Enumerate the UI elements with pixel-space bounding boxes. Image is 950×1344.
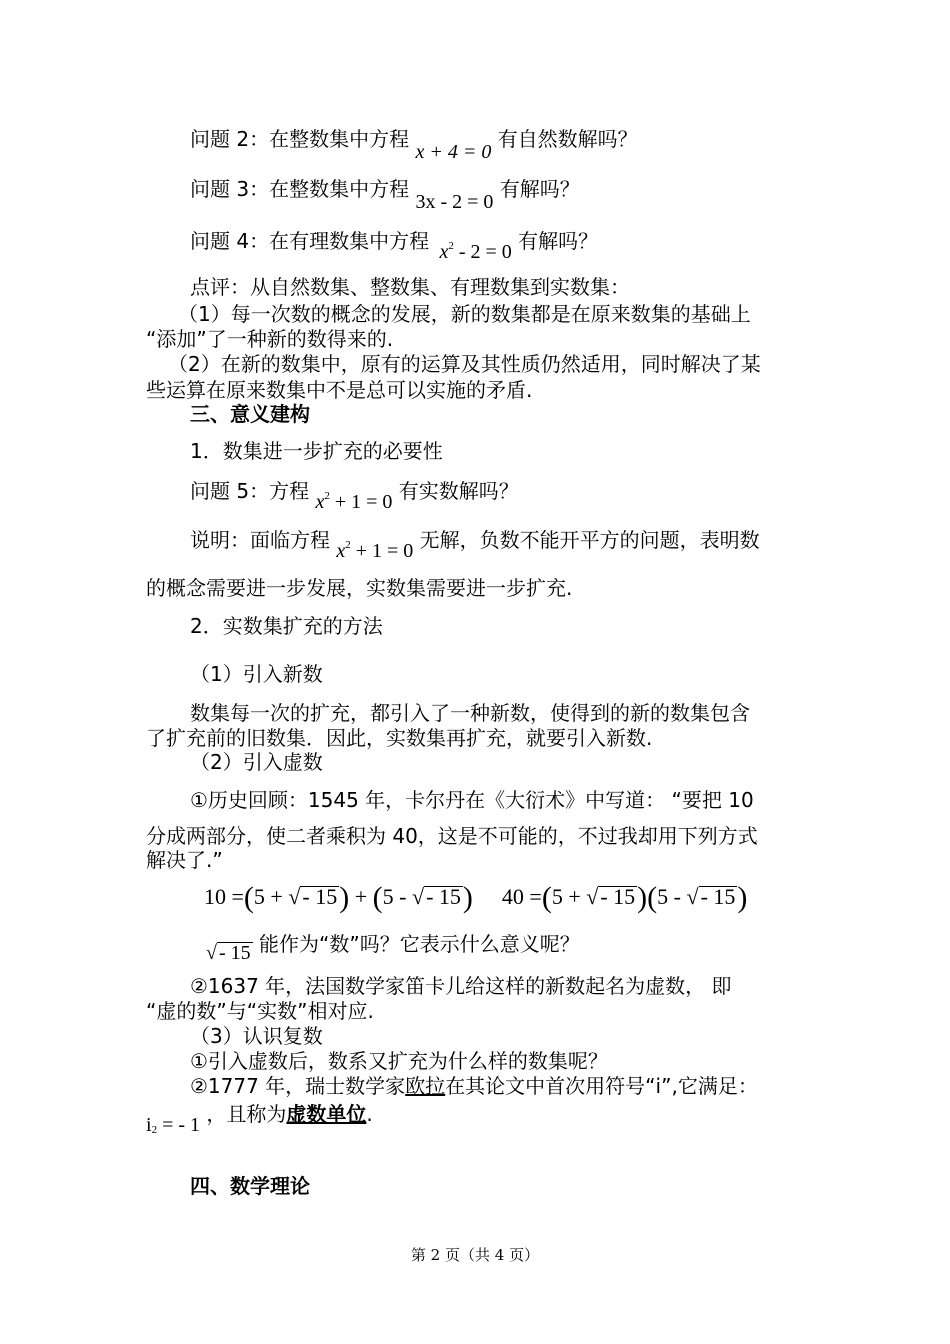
question-4-tail: 有解吗？: [518, 229, 599, 253]
question-3: [190, 176, 580, 213]
eq-sup: 2: [345, 539, 351, 551]
comment-line-4: （2）在新的数集中，原有的运算及其性质仍然适用，同时解决了某: [168, 352, 761, 376]
note-head: 说明：面临方程: [190, 528, 330, 552]
radical-3: - 15: [600, 884, 636, 909]
section-3-heading: 三、意义建构: [190, 402, 310, 426]
i-exponent: 2: [151, 1124, 158, 1136]
radical-4: - 15: [700, 884, 736, 909]
question-5: [190, 478, 519, 513]
comment-line-2: （1）每一次数的概念的发展，新的数集都是在原来数集的基础上: [178, 302, 751, 326]
imaginary-unit-equation: [146, 1114, 200, 1136]
radical-2: - 15: [426, 884, 461, 909]
paren-open: (: [647, 881, 658, 914]
eq-var: x: [336, 540, 346, 562]
section-4-heading: 四、数学理论: [190, 1174, 310, 1198]
equation-q3: 3x - 2 = 0: [415, 191, 494, 213]
paren-close: ): [737, 881, 748, 914]
term-b: 5 -: [382, 884, 407, 909]
question-3-label: 问题 3：在整数集中方程: [190, 177, 410, 201]
euler-tail: 在其论文中首次用符号“i”,它满足：: [445, 1074, 758, 1098]
part-1-line-2: 了扩充前的旧数集．因此，实数集再扩充，就要引入新数.: [146, 726, 653, 750]
formula-prod-lhs: 40 =: [501, 884, 542, 909]
paren-close: ): [462, 881, 473, 914]
part-3-line-2: [190, 1073, 758, 1099]
paren-close: ): [339, 881, 350, 914]
question-2-tail: 有自然数解吗？: [497, 127, 638, 151]
part-1-line-1: 数集每一次的扩充，都引入了一种新数，使得到的新的数集包含: [190, 701, 750, 725]
part-3-line-1: ①引入虚数后，数系又扩充为什么样的数集呢？: [190, 1049, 608, 1073]
comment-line-5: 些运算在原来数集中不是总可以实施的矛盾.: [146, 378, 533, 402]
part-3-line-3: [146, 1101, 373, 1136]
euler-link[interactable]: 欧拉: [405, 1074, 446, 1098]
question-5-tail: 有实数解吗？: [398, 479, 519, 503]
page-footer: 第 2 页（共 4 页）: [410, 1246, 540, 1264]
formula-sum-lhs: 10 =: [204, 884, 244, 909]
note-line-1: [190, 527, 760, 562]
i-symbol: i: [146, 1114, 152, 1136]
descartes-line-1: ②1637 年，法国数学家笛卡儿给这样的新数起名为虚数， 即: [190, 974, 732, 998]
equation-q5: [315, 491, 392, 513]
note-line-2: 的概念需要进一步发展，实数集需要进一步扩充.: [146, 576, 573, 600]
eq-rest: + 1 = 0: [355, 540, 414, 562]
paren-open: (: [372, 881, 383, 914]
euler-intro: ②1777 年，瑞士数学家: [190, 1074, 406, 1098]
term-a: 5 +: [551, 884, 581, 909]
question-3-tail: 有解吗？: [499, 177, 580, 201]
eq-rest: + 1 = 0: [334, 491, 393, 513]
subsection-2-heading: 2．实数集扩充的方法: [190, 614, 383, 638]
paren-open: (: [541, 881, 552, 914]
sqrt-question-text: 能作为“数”吗？它表示什么意义呢？: [259, 932, 580, 956]
imag-unit-pre: ，且称为: [206, 1102, 287, 1126]
sqrt-question: [206, 931, 580, 964]
formula-plus: +: [354, 884, 368, 909]
part-2-heading: （2）引入虚数: [190, 750, 323, 774]
imaginary-unit-term: 虚数单位: [286, 1102, 367, 1126]
equation-note: [336, 540, 413, 562]
question-4-label: 问题 4：在有理数集中方程: [190, 229, 430, 253]
history-line-1: ①历史回顾：1545 年，卡尔丹在《大衍术》中写道： “要把 10: [190, 788, 754, 812]
paren-open: (: [243, 881, 254, 914]
note-tail: 无解，负数不能开平方的问题，表明数: [419, 528, 760, 552]
cardano-formula: 10 =(5 + √- 15) + (5 - √- 15) 40 =(5 + √- 15)(5 - √- 15): [204, 881, 748, 914]
sqrt-expression: √ - 15: [206, 942, 251, 964]
history-line-3: 解决了.”: [146, 848, 223, 872]
term-b: 5 -: [657, 884, 681, 909]
question-2: [190, 126, 638, 163]
eq-var: x: [315, 491, 325, 513]
eq-rest: - 2 = 0: [458, 241, 512, 263]
eq-var: x: [439, 241, 449, 263]
question-5-label: 问题 5：方程: [190, 479, 310, 503]
radical-1: - 15: [302, 884, 338, 909]
comment-line-1: 点评：从自然数集、整数集、有理数集到实数集：: [190, 275, 630, 299]
part-1-heading: （1）引入新数: [190, 662, 323, 686]
descartes-line-2: “虚的数”与“实数”相对应.: [146, 999, 374, 1023]
equation-q2: x + 4 = 0: [415, 141, 492, 163]
eq-sup: 2: [324, 490, 330, 502]
i-rest: = - 1: [162, 1114, 201, 1136]
eq-sup: 2: [448, 240, 454, 252]
term-a: 5 +: [253, 884, 283, 909]
subsection-1-heading: 1．数集进一步扩充的必要性: [190, 439, 443, 463]
history-line-2: 分成两部分，使二者乘积为 40，这是不可能的，不过我却用下列方式: [146, 824, 758, 848]
question-4: [190, 228, 599, 263]
part-3-heading: （3）认识复数: [190, 1024, 323, 1048]
equation-q4: [439, 241, 511, 263]
radical-5: - 15: [218, 942, 251, 964]
imag-unit-post: .: [366, 1102, 373, 1126]
question-2-label: 问题 2：在整数集中方程: [190, 127, 410, 151]
paren-close: ): [637, 881, 648, 914]
comment-line-3: “添加”了一种新的数得来的.: [146, 327, 394, 351]
